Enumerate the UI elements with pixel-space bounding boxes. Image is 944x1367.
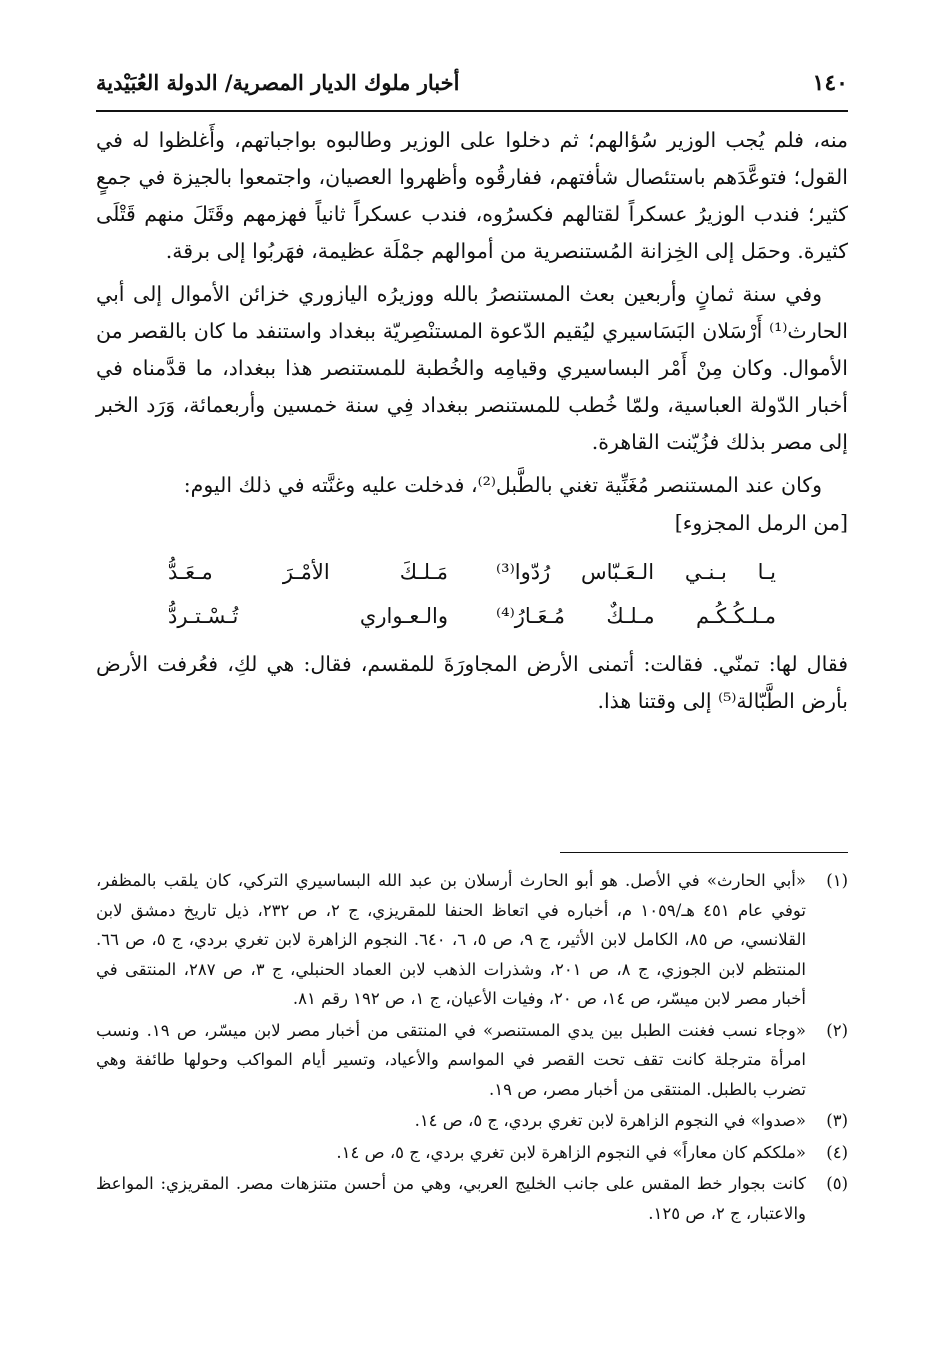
footnote-number: (٤) — [826, 1142, 848, 1162]
main-text — [96, 122, 848, 720]
poem-first-hemistich: يـا بـنـي الـعَـبّاس رُدّوا⁽³⁾ — [496, 560, 776, 584]
poem-second-hemistich: مَـلـكَ الأمْـرَ مـعَـدُّ — [168, 560, 448, 584]
footnote — [96, 1106, 848, 1136]
footnote-text: «أبي الحارث» في الأصل. هو أبو الحارث أرسلان بن عبد الله البساسيري التركي، كان يلقب بالمظفر، توفي عام ٤٥١ هـ/١٠٥٩ م، أخباره في اتعاظ الحنفا للمقريزي، ج ٢، ص ٢٣٢، ذيل تاريخ دمشق لابن القلانسي، ص ٨٥، الكامل لابن الأثير، ج ٩، ص ٥، ٦، ٦٤٠. النجوم الزاهرة لابن تغري بردي، ج ٥، ص ٦٦. المنتظم لابن الجوزي، ج ٨، ص ٢٠١، وشذرات الذهب لابن العماد الحنبلي، ج ٣، ص ٢٨٧، المنتقى في أخبار مصر لابن ميسّر، ص ١٤، ص ٢٠، وفيات الأعيان، ج ١، ص ١٩٢ رقم ٨١. — [96, 871, 807, 1008]
poem-verse — [96, 594, 848, 638]
running-title: أخبار ملوك الديار المصرية/ الدولة العُبَيْدية — [96, 70, 460, 95]
footnote — [96, 1138, 848, 1168]
footnote-separator — [560, 852, 848, 853]
paragraph: وفي سنة ثمانٍ وأربعين بعث المستنصرُ بالله ووزيرُه اليازوري خزائن الأموال إلى أبي الحارث⁽¹⁾ أَرْسَلان البَسَاسيري ليُقيم الدّعوة المستنْصِريّة ببغداد واستنفد ما كان بالقصر من الأموال. وكان مِنْ أَمْر البساسيري وقيامِه والخُطبة للمستنصر هذا ببغداد، ما قدَّمناه في أخبار الدّولة العباسية، ولمّا خُطب للمستنصر ببغداد فِي سنة خمسين وأربعمائة، وَرَد الخبر إلى مصر بذلك فزُيّنت القاهرة. — [96, 282, 848, 454]
footnote-number: (١) — [826, 871, 848, 890]
footnote — [96, 866, 848, 1014]
page-header — [96, 70, 848, 112]
poem-second-hemistich: والـعـواري تُـسْـتـردُّ — [168, 604, 448, 628]
footnote-text: «صدوا» في النجوم الزاهرة لابن تغري بردي، ج ٥، ص ١٤. — [414, 1111, 806, 1130]
book-page — [96, 70, 848, 1223]
page-number: ١٤٠ — [812, 70, 848, 96]
footnote-number: (٥) — [826, 1174, 848, 1193]
paragraph: وكان عند المستنصر مُغَنِّية تغني بالطَّبل⁽²⁾، فدخلت عليه وغنَّته في ذلك اليوم: — [183, 473, 822, 497]
poem-first-hemistich: مـلـكُـكُـم مـلـكٌ مُـعَـارُ⁽⁴⁾ — [496, 604, 776, 628]
paragraph: فقال لها: تمنّي. فقالت: أتمنى الأرض المجاورَةَ للمقسم، فقال: هي لكِ، فعُرفت الأرض بأرض الطَّبّالة⁽⁵⁾ إلى وقتنا هذا. — [96, 652, 848, 713]
footnote — [96, 1169, 848, 1228]
footnote-number: (٢) — [826, 1020, 848, 1040]
footnote-text: «وجاء نسب فغنت الطبل بين يدي المستنصر» في المنتقى من أخبار مصر لابن ميسّر، ص ١٩. ونسب امرأة مترجلة كانت تقف تحت القصر في المواسم والأعياد، وتسير أيام المواكب وحولها طائفة وهي تضرب بالطبل. المنتقى من أخبار مصر، ص ١٩. — [96, 1020, 806, 1099]
paragraph: منه، فلم يُجب الوزير سُؤالهم؛ ثم دخلوا على الوزير وطالبوه بواجباتهم، وأَغلظوا له في القول؛ فتوعَّدَهم باستئصال شأفتهم، ففارقُوه وأظهروا العصيان، واجتمعوا بالجيزة في جمعٍ كثير؛ فندب الوزيرُ عسكراً لقتالهم فكسرُوه، فندب عسكراً ثانياً فهزمهم وقَتَلَ منهم قَتْلَى كثيرة. وحمَل إلى الخِزانة المُستنصرية من أموالهم جمْلَة عظيمة، فهَربُوا إلى برقة. — [96, 128, 848, 263]
footnote — [96, 1016, 848, 1105]
footnote-number: (٣) — [826, 1111, 848, 1130]
poem-verse — [96, 550, 848, 594]
poem-meter: [من الرمل المجزوء] — [674, 511, 848, 535]
poem — [96, 550, 848, 638]
footnote-text: «ملككم كان معاراً» في النجوم الزاهرة لابن تغري بردي، ج ٥، ص ١٤. — [336, 1142, 806, 1162]
footnotes — [96, 866, 848, 1230]
footnote-text: كانت بجوار خط المقس على جانب الخليج العربي، وهي من أحسن متنزهات مصر. المقريزي: المواعظ والاعتبار، ج ٢، ص ١٢٥. — [96, 1174, 806, 1223]
